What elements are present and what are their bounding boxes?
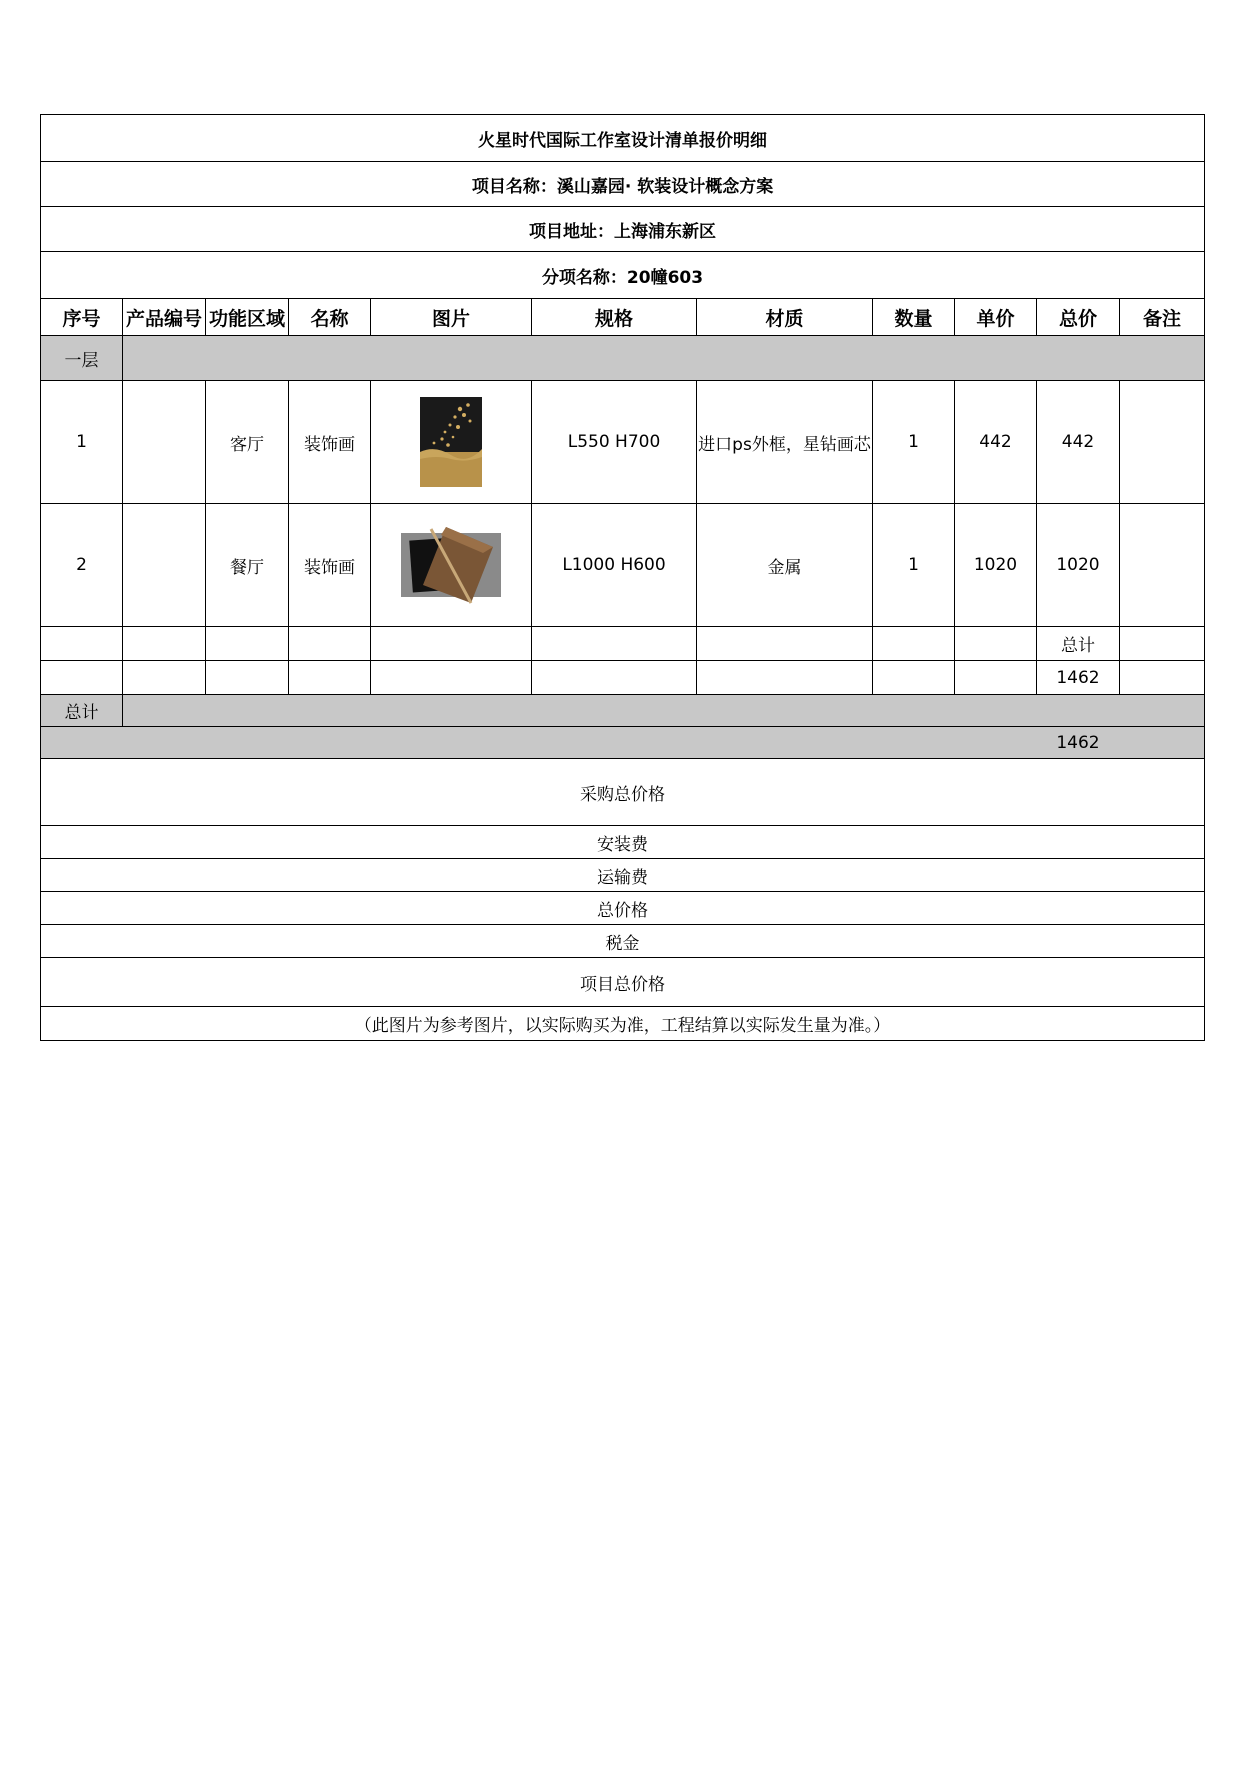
cell-area: 客厅	[206, 381, 289, 504]
cell-qty: 1	[873, 504, 955, 627]
subtotal-label: 总计	[1037, 627, 1120, 661]
total-price-label: 总价格	[41, 892, 1205, 925]
cell-qty: 1	[873, 381, 955, 504]
grand-total-value: 1462	[1037, 727, 1120, 759]
section-label: 一层	[41, 336, 123, 381]
cell-image	[371, 504, 532, 627]
sub-item-name: 分项名称：20幢603	[41, 252, 1205, 299]
col-header-image: 图片	[371, 299, 532, 336]
cell-name: 装饰画	[289, 381, 371, 504]
disclaimer-note: （此图片为参考图片，以实际购买为准，工程结算以实际发生量为准。）	[41, 1007, 1205, 1041]
quote-sheet	[40, 114, 1204, 1041]
cell-unit-price: 442	[955, 381, 1037, 504]
cell-image	[371, 381, 532, 504]
cell-spec: L1000 H600	[532, 504, 697, 627]
quote-table	[40, 114, 1205, 1041]
project-name: 项目名称：溪山嘉园· 软装设计概念方案	[41, 162, 1205, 207]
cell-total: 1020	[1037, 504, 1120, 627]
cell-code	[123, 381, 206, 504]
section-band	[123, 336, 1205, 381]
grand-total-label-row	[41, 695, 1205, 727]
cell-name: 装饰画	[289, 504, 371, 627]
table-row	[41, 504, 1205, 627]
col-header-total: 总价	[1037, 299, 1120, 336]
section-row	[41, 336, 1205, 381]
col-header-material: 材质	[697, 299, 873, 336]
cell-unit-price: 1020	[955, 504, 1037, 627]
cell-note	[1120, 381, 1205, 504]
col-header-qty: 数量	[873, 299, 955, 336]
col-header-note: 备注	[1120, 299, 1205, 336]
subtotal-value-row	[41, 661, 1205, 695]
col-header-unit-price: 单价	[955, 299, 1037, 336]
col-header-area: 功能区域	[206, 299, 289, 336]
installation-fee-label: 安装费	[41, 826, 1205, 859]
col-header-name: 名称	[289, 299, 371, 336]
project-total-label: 项目总价格	[41, 958, 1205, 1007]
col-header-code: 产品编号	[123, 299, 206, 336]
cell-note	[1120, 504, 1205, 627]
cell-material: 金属	[697, 504, 873, 627]
cell-code	[123, 504, 206, 627]
sheet-title: 火星时代国际工作室设计清单报价明细	[41, 115, 1205, 162]
cell-spec: L550 H700	[532, 381, 697, 504]
shipping-fee-label: 运输费	[41, 859, 1205, 892]
col-header-no: 序号	[41, 299, 123, 336]
cell-no: 1	[41, 381, 123, 504]
tax-label: 税金	[41, 925, 1205, 958]
purchase-total-label: 采购总价格	[41, 759, 1205, 826]
grand-total-value-row	[41, 727, 1205, 759]
gold-butterfly-painting-image	[420, 397, 482, 487]
cell-material: 进口ps外框，星钻画芯	[697, 381, 873, 504]
cell-total: 442	[1037, 381, 1120, 504]
cell-no: 2	[41, 504, 123, 627]
header-row	[41, 299, 1205, 336]
project-address: 项目地址：上海浦东新区	[41, 207, 1205, 252]
subtotal-value: 1462	[1037, 661, 1120, 695]
subtotal-label-row	[41, 627, 1205, 661]
table-row	[41, 381, 1205, 504]
col-header-spec: 规格	[532, 299, 697, 336]
grand-total-label: 总计	[41, 695, 123, 727]
bronze-metal-panel-art-image	[401, 525, 501, 605]
cell-area: 餐厅	[206, 504, 289, 627]
